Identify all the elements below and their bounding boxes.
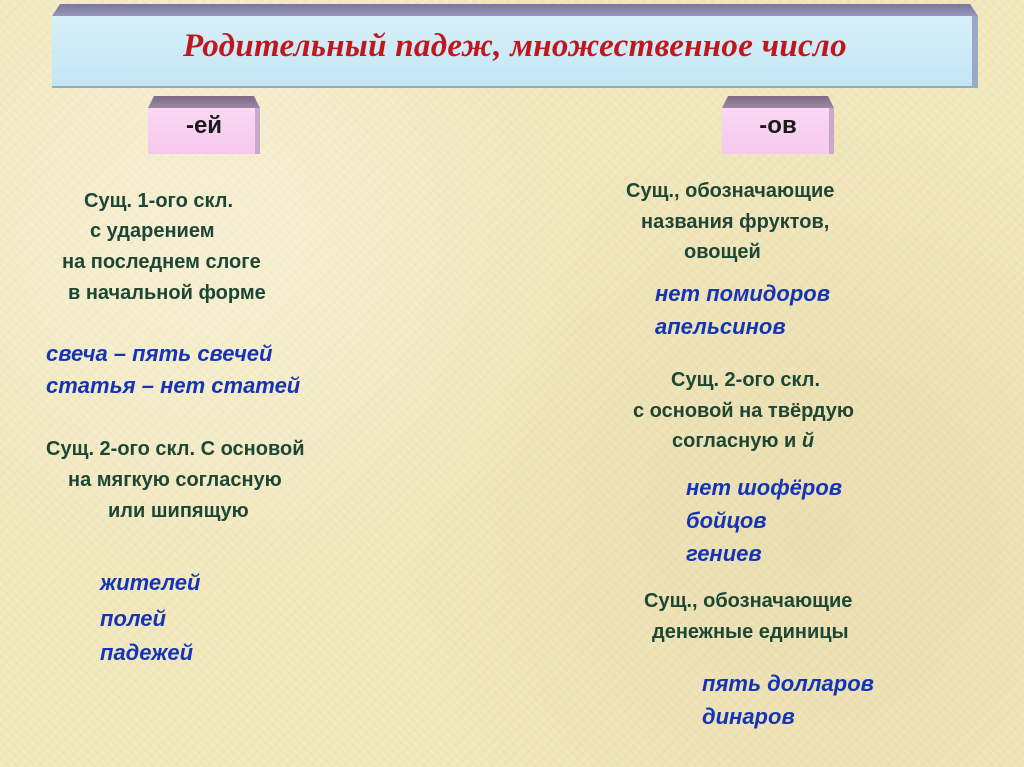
rule-line: овощей	[684, 241, 761, 263]
example-line: статья – нет статей	[46, 373, 301, 398]
rule-line: в начальной форме	[68, 282, 266, 304]
ending-label: -ей	[185, 112, 223, 139]
rule-line: названия фруктов,	[641, 211, 830, 233]
example-line: падежей	[100, 640, 194, 665]
example-line: пять долларов	[702, 671, 874, 696]
rule-line: на последнем слоге	[62, 251, 261, 273]
example-line: нет шофёров	[686, 475, 843, 500]
example-line: бойцов	[686, 508, 767, 533]
rule-line: или шипящую	[108, 500, 249, 522]
rule-line: Сущ. 2-ого скл. С основой	[46, 438, 305, 460]
rule-line: с ударением	[90, 220, 215, 242]
rule-line: денежные единицы	[652, 621, 849, 643]
tab-bevel	[722, 96, 834, 108]
ending-tab-ey	[148, 96, 260, 154]
example-line: динаров	[702, 704, 795, 729]
ending-label: -ов	[759, 112, 797, 139]
banner-bevel	[52, 4, 978, 16]
rule-line: Сущ. 1-ого скл.	[84, 190, 234, 212]
title-banner	[52, 4, 978, 88]
example-line: жителей	[100, 570, 201, 595]
rule-line: Сущ. 2-ого скл.	[671, 369, 821, 391]
rule-text: согласную и	[672, 430, 802, 452]
example-line: апельсинов	[655, 314, 786, 339]
rule-line: с основой на твёрдую	[633, 400, 854, 422]
example-line: нет помидоров	[655, 281, 830, 306]
example-line: гениев	[686, 541, 762, 566]
page-title: Родительный падеж, множественное число	[183, 28, 847, 64]
rule-letter: й	[801, 430, 815, 452]
ending-tab-ov	[722, 96, 834, 154]
rule-line: на мягкую согласную	[68, 469, 282, 491]
example-line: полей	[100, 606, 166, 631]
example-line: свеча – пять свечей	[46, 341, 273, 366]
tab-bevel	[148, 96, 260, 108]
rule-line: Сущ., обозначающие	[626, 180, 835, 202]
rule-line-last	[672, 426, 814, 457]
rule-line: Сущ., обозначающие	[644, 590, 853, 612]
